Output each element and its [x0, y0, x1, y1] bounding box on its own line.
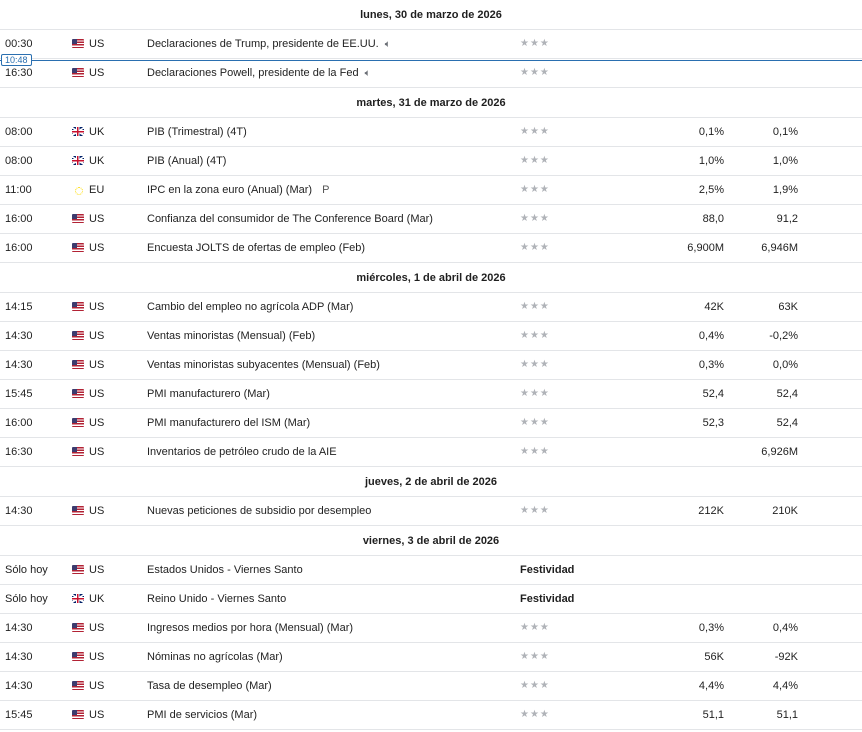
event-name-cell[interactable] — [147, 672, 272, 700]
importance-stars: ★★★ — [520, 330, 550, 341]
value-previous: 63K — [778, 301, 798, 313]
country-code: US — [89, 67, 105, 79]
event-name-cell[interactable] — [147, 322, 315, 350]
flag-us-icon — [72, 39, 84, 48]
day-header: viernes, 3 de abril de 2026 — [0, 526, 862, 556]
value-actual: 52,4 — [702, 388, 724, 400]
importance-stars: ★★★ — [520, 680, 550, 691]
event-row[interactable] — [0, 556, 862, 585]
event-row[interactable] — [0, 351, 862, 380]
event-time: Sólo hoy — [5, 593, 48, 605]
importance-stars: ★★★ — [520, 126, 550, 137]
event-time: 16:00 — [5, 213, 33, 225]
value-previous: 6,946M — [761, 242, 798, 254]
value-actual: 51,1 — [702, 709, 724, 721]
event-row[interactable] — [0, 585, 862, 614]
event-row[interactable] — [0, 643, 862, 672]
value-actual: 88,0 — [702, 213, 724, 225]
value-actual: 212K — [698, 505, 724, 517]
event-row[interactable] — [0, 147, 862, 176]
flag-us-icon — [72, 506, 84, 515]
event-time: 14:30 — [5, 330, 33, 342]
country-code: US — [89, 505, 105, 517]
event-time: 16:30 — [5, 67, 33, 79]
event-name[interactable]: Tasa de desempleo (Mar) — [147, 680, 272, 692]
event-name-cell[interactable] — [147, 556, 303, 584]
event-name[interactable]: PIB (Anual) (4T) — [147, 155, 227, 167]
day-header: martes, 31 de marzo de 2026 — [0, 88, 862, 118]
event-time: 08:00 — [5, 126, 33, 138]
value-previous: 1,0% — [772, 155, 798, 167]
event-time: 16:00 — [5, 417, 33, 429]
importance-stars: ★★★ — [520, 67, 550, 78]
event-time: 14:30 — [5, 622, 33, 634]
event-row[interactable] — [0, 438, 862, 467]
event-name-cell[interactable] — [147, 176, 329, 204]
value-previous: 210K — [772, 505, 798, 517]
flag-us-icon — [72, 418, 84, 427]
current-time-line — [0, 60, 862, 61]
event-time: 00:30 — [5, 38, 33, 50]
value-actual: 0,1% — [698, 126, 724, 138]
event-name-cell[interactable] — [147, 118, 247, 146]
event-time: 16:00 — [5, 242, 33, 254]
country-code: US — [89, 213, 105, 225]
value-actual: 0,3% — [698, 622, 724, 634]
event-name[interactable]: Reino Unido - Viernes Santo — [147, 593, 287, 605]
country-code: US — [89, 564, 105, 576]
event-row[interactable] — [0, 380, 862, 409]
event-name-cell[interactable] — [147, 497, 371, 525]
flag-us-icon — [72, 681, 84, 690]
event-name-cell[interactable] — [147, 234, 365, 262]
country-code: US — [89, 38, 105, 50]
value-previous: -0,2% — [769, 330, 798, 342]
value-actual: 42K — [704, 301, 724, 313]
country-code: US — [89, 301, 105, 313]
event-row[interactable] — [0, 59, 862, 88]
value-actual: 2,5% — [698, 184, 724, 196]
event-name[interactable]: PMI de servicios (Mar) — [147, 709, 258, 721]
importance-stars: ★★★ — [520, 155, 550, 166]
importance-stars: ★★★ — [520, 242, 550, 253]
flag-uk-icon — [72, 127, 84, 136]
country-code: US — [89, 651, 105, 663]
event-row[interactable] — [0, 672, 862, 701]
day-header: jueves, 2 de abril de 2026 — [0, 467, 862, 497]
country-code: US — [89, 359, 105, 371]
event-time: 14:30 — [5, 680, 33, 692]
flag-us-icon — [72, 360, 84, 369]
flag-us-icon — [72, 623, 84, 632]
event-row[interactable] — [0, 497, 862, 526]
event-name-cell[interactable] — [147, 614, 353, 642]
country-code: US — [89, 622, 105, 634]
value-previous: 52,4 — [776, 388, 798, 400]
event-row[interactable] — [0, 234, 862, 263]
event-time: 16:30 — [5, 446, 33, 458]
flag-us-icon — [72, 302, 84, 311]
event-name[interactable]: Estados Unidos - Viernes Santo — [147, 564, 303, 576]
event-time: 14:30 — [5, 359, 33, 371]
current-time-badge: 10:48 — [1, 54, 32, 66]
event-name-cell[interactable] — [147, 643, 283, 671]
importance-stars: ★★★ — [520, 651, 550, 662]
flag-uk-icon — [72, 156, 84, 165]
value-previous: 0,1% — [772, 126, 798, 138]
event-name-cell[interactable] — [147, 351, 380, 379]
value-actual: 6,900M — [687, 242, 724, 254]
event-name[interactable]: Nóminas no agrícolas (Mar) — [147, 651, 283, 663]
event-time: 15:45 — [5, 709, 33, 721]
value-previous: 0,4% — [772, 622, 798, 634]
event-name[interactable]: PMI manufacturero del ISM (Mar) — [147, 417, 311, 429]
country-code: US — [89, 242, 105, 254]
event-time: 14:30 — [5, 651, 33, 663]
event-name-cell[interactable] — [147, 205, 433, 233]
country-code: US — [89, 446, 105, 458]
flag-us-icon — [72, 243, 84, 252]
value-previous: -92K — [774, 651, 798, 663]
flag-us-icon — [72, 389, 84, 398]
importance-stars: ★★★ — [520, 622, 550, 633]
importance-stars: ★★★ — [520, 301, 550, 312]
event-name[interactable]: Encuesta JOLTS de ofertas de empleo (Feb) — [147, 242, 366, 254]
event-name[interactable]: Inventarios de petróleo crudo de la AIE — [147, 446, 337, 458]
holiday-label: Festividad — [520, 564, 575, 576]
importance-stars: ★★★ — [520, 709, 550, 720]
day-header: miércoles, 1 de abril de 2026 — [0, 263, 862, 293]
importance-stars: ★★★ — [520, 213, 550, 224]
flag-uk-icon — [72, 594, 84, 603]
event-name[interactable]: Confianza del consumidor de The Conference Board (Mar) — [147, 213, 433, 225]
event-time: 14:15 — [5, 301, 33, 313]
country-code: UK — [89, 155, 105, 167]
country-code: UK — [89, 593, 105, 605]
holiday-label: Festividad — [520, 593, 575, 605]
event-name-cell[interactable] — [147, 438, 337, 466]
flag-us-icon — [72, 565, 84, 574]
importance-stars: ★★★ — [520, 417, 550, 428]
event-row[interactable] — [0, 118, 862, 147]
speaker-icon[interactable]: 🔈︎ — [384, 39, 391, 50]
value-previous: 1,9% — [772, 184, 798, 196]
flag-us-icon — [72, 331, 84, 340]
country-code: UK — [89, 126, 105, 138]
event-name-cell[interactable] — [147, 147, 226, 175]
event-name-cell[interactable] — [147, 59, 371, 87]
value-previous: 6,926M — [761, 446, 798, 458]
event-row[interactable] — [0, 409, 862, 438]
event-name[interactable]: IPC en la zona euro (Anual) (Mar) — [147, 184, 313, 196]
event-name-cell[interactable] — [147, 701, 257, 729]
event-row[interactable] — [0, 614, 862, 643]
value-previous: 0,0% — [772, 359, 798, 371]
country-code: US — [89, 330, 105, 342]
value-actual: 56K — [704, 651, 724, 663]
event-row[interactable] — [0, 322, 862, 351]
country-code: US — [89, 388, 105, 400]
event-name-cell[interactable] — [147, 293, 353, 321]
event-name[interactable]: Ventas minoristas subyacentes (Mensual) (Feb) — [147, 359, 380, 371]
country-code: US — [89, 417, 105, 429]
event-name[interactable]: Declaraciones de Trump, presidente de EE.UU. — [147, 38, 379, 50]
value-actual: 4,4% — [698, 680, 724, 692]
event-name[interactable]: Cambio del empleo no agrícola ADP (Mar) — [147, 301, 354, 313]
flag-us-icon — [72, 447, 84, 456]
value-previous: 91,2 — [776, 213, 798, 225]
importance-stars: ★★★ — [520, 184, 550, 195]
flag-us-icon — [72, 214, 84, 223]
event-name[interactable]: Nuevas peticiones de subsidio por desempleo — [147, 505, 372, 517]
event-time: 08:00 — [5, 155, 33, 167]
event-row[interactable] — [0, 701, 862, 730]
event-name[interactable]: PIB (Trimestral) (4T) — [147, 126, 247, 138]
event-time: 11:00 — [5, 184, 32, 196]
value-actual: 0,3% — [698, 359, 724, 371]
event-name[interactable]: Ingresos medios por hora (Mensual) (Mar) — [147, 622, 354, 634]
importance-stars: ★★★ — [520, 505, 550, 516]
importance-stars: ★★★ — [520, 446, 550, 457]
importance-stars: ★★★ — [520, 38, 550, 49]
event-name-cell[interactable] — [147, 409, 310, 437]
value-previous: 52,4 — [776, 417, 798, 429]
event-name-cell[interactable] — [147, 380, 270, 408]
importance-stars: ★★★ — [520, 388, 550, 399]
speaker-icon[interactable]: 🔈︎ — [364, 68, 371, 79]
preliminary-badge: P — [322, 184, 330, 196]
event-row[interactable] — [0, 293, 862, 322]
event-name[interactable]: Ventas minoristas (Mensual) (Feb) — [147, 330, 316, 342]
event-time: 15:45 — [5, 388, 33, 400]
event-row[interactable] — [0, 176, 862, 205]
flag-us-icon — [72, 652, 84, 661]
day-header: lunes, 30 de marzo de 2026 — [0, 0, 862, 30]
event-time: 14:30 — [5, 505, 33, 517]
country-code: EU — [89, 184, 105, 196]
event-time: Sólo hoy — [5, 564, 48, 576]
event-row[interactable] — [0, 30, 862, 59]
value-actual: 0,4% — [698, 330, 724, 342]
event-name-cell[interactable] — [147, 585, 286, 613]
value-actual: 52,3 — [702, 417, 724, 429]
value-previous: 4,4% — [772, 680, 798, 692]
flag-us-icon — [72, 68, 84, 77]
country-code: US — [89, 709, 105, 721]
flag-us-icon — [72, 710, 84, 719]
event-name-cell[interactable] — [147, 30, 391, 58]
event-name[interactable]: PMI manufacturero (Mar) — [147, 388, 270, 400]
event-row[interactable] — [0, 205, 862, 234]
value-previous: 51,1 — [776, 709, 798, 721]
value-actual: 1,0% — [698, 155, 724, 167]
event-name[interactable]: Declaraciones Powell, presidente de la Fed — [147, 67, 359, 79]
country-code: US — [89, 680, 105, 692]
importance-stars: ★★★ — [520, 359, 550, 370]
